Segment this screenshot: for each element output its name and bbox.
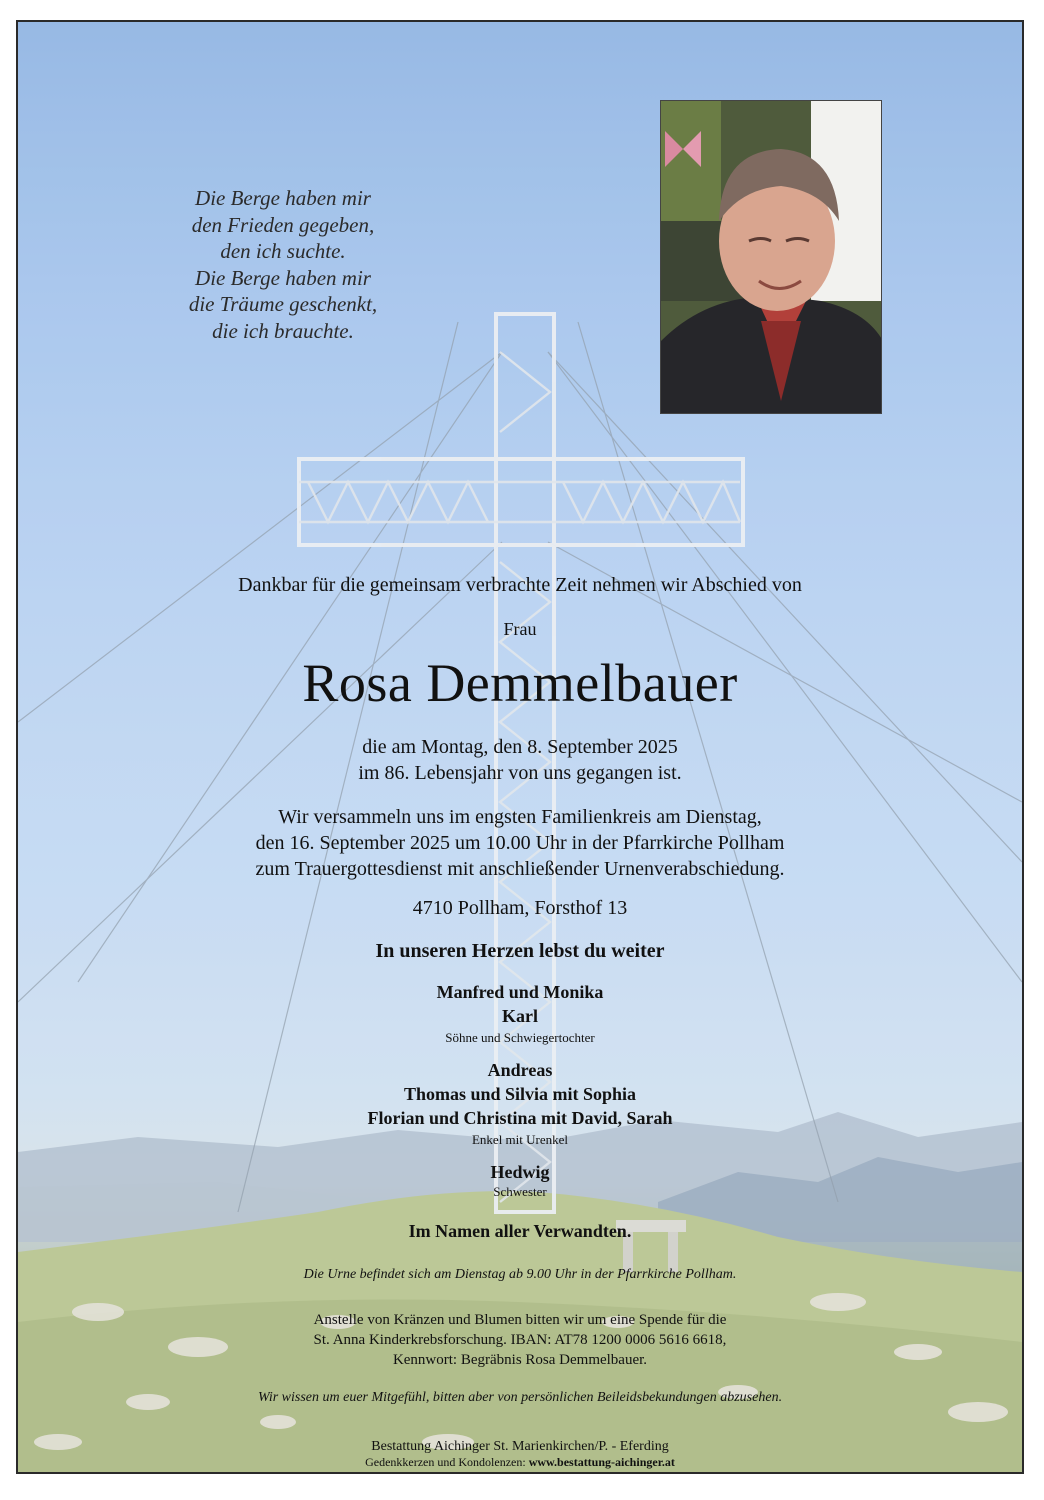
relation-label: Söhne und Schwiegertochter bbox=[445, 1030, 595, 1045]
service-line: Wir versammeln uns im engsten Familienkreis am Dienstag, bbox=[278, 806, 762, 828]
family-heading: In unseren Herzen lebst du weiter bbox=[375, 940, 665, 962]
death-date-line: die am Montag, den 8. September 2025 bbox=[362, 736, 678, 758]
portrait-illustration bbox=[661, 101, 882, 414]
family-name: Andreas bbox=[487, 1060, 553, 1080]
quote-line: Die Berge haben mir bbox=[195, 265, 371, 290]
family-group-sons bbox=[18, 980, 1022, 1028]
family-name: Florian und Christina mit David, Sarah bbox=[367, 1108, 673, 1128]
relation-label: Schwester bbox=[493, 1184, 547, 1199]
honorific: Frau bbox=[503, 619, 537, 639]
funeral-home: Bestattung Aichinger St. Marienkirchen/P. - Eferding bbox=[371, 1439, 669, 1454]
donation-line: Anstelle von Kränzen und Blumen bitten wir um eine Spende für die bbox=[313, 1312, 727, 1328]
closing-line: Im Namen aller Verwandten. bbox=[408, 1221, 632, 1241]
website-prefix: Gedenkkerzen und Kondolenzen: bbox=[365, 1455, 529, 1469]
donation-line: Kennwort: Begräbnis Rosa Demmelbauer. bbox=[392, 1352, 648, 1368]
age-line: im 86. Lebensjahr von uns gegangen ist. bbox=[358, 762, 682, 784]
family-group-sister bbox=[18, 1160, 1022, 1184]
service-line: den 16. September 2025 um 10.00 Uhr in der Pfarrkirche Pollham bbox=[255, 832, 785, 854]
condolence-note: Wir wissen um euer Mitgefühl, bitten aber von persönlichen Beileidsbekundungen abzusehen. bbox=[257, 1390, 783, 1405]
quote-line: den Frieden gegeben, bbox=[191, 212, 375, 237]
death-info bbox=[18, 734, 1022, 786]
address: 4710 Pollham, Forsthof 13 bbox=[412, 897, 628, 919]
quote-line: Die Berge haben mir bbox=[195, 186, 371, 210]
service-line: zum Trauergottesdienst mit anschließender Urnenverabschiedung. bbox=[255, 858, 785, 880]
donation-line: St. Anna Kinderkrebsforschung. IBAN: AT78 1200 0006 5616 6618, bbox=[313, 1332, 727, 1348]
urn-note: Die Urne befindet sich am Dienstag ab 9.00 Uhr in der Pfarrkirche Pollham. bbox=[303, 1267, 737, 1282]
family-name: Hedwig bbox=[490, 1162, 550, 1182]
donation-note bbox=[18, 1310, 1022, 1370]
family-name: Manfred und Monika bbox=[436, 982, 604, 1002]
deceased-name: Rosa Demmelbauer bbox=[302, 653, 738, 713]
quote-line: die ich brauchte. bbox=[212, 318, 354, 343]
portrait-photo bbox=[660, 100, 882, 414]
quote-line: den ich suchte. bbox=[220, 239, 346, 263]
quote-line: die Träume geschenkt, bbox=[188, 292, 378, 316]
relation-label: Enkel mit Urenkel bbox=[471, 1132, 569, 1147]
condolence-website-line bbox=[18, 1455, 1022, 1470]
family-name: Thomas und Silvia mit Sophia bbox=[403, 1084, 637, 1104]
website-link[interactable]: www.bestattung-aichinger.at bbox=[528, 1455, 675, 1469]
mountain-quote bbox=[138, 185, 428, 344]
farewell-intro: Dankbar für die gemeinsam verbrachte Zeit nehmen wir Abschied von bbox=[238, 574, 802, 596]
family-name: Karl bbox=[502, 1006, 538, 1026]
service-info bbox=[18, 804, 1022, 882]
family-group-grandchildren bbox=[18, 1058, 1022, 1130]
obituary-frame bbox=[16, 20, 1024, 1474]
